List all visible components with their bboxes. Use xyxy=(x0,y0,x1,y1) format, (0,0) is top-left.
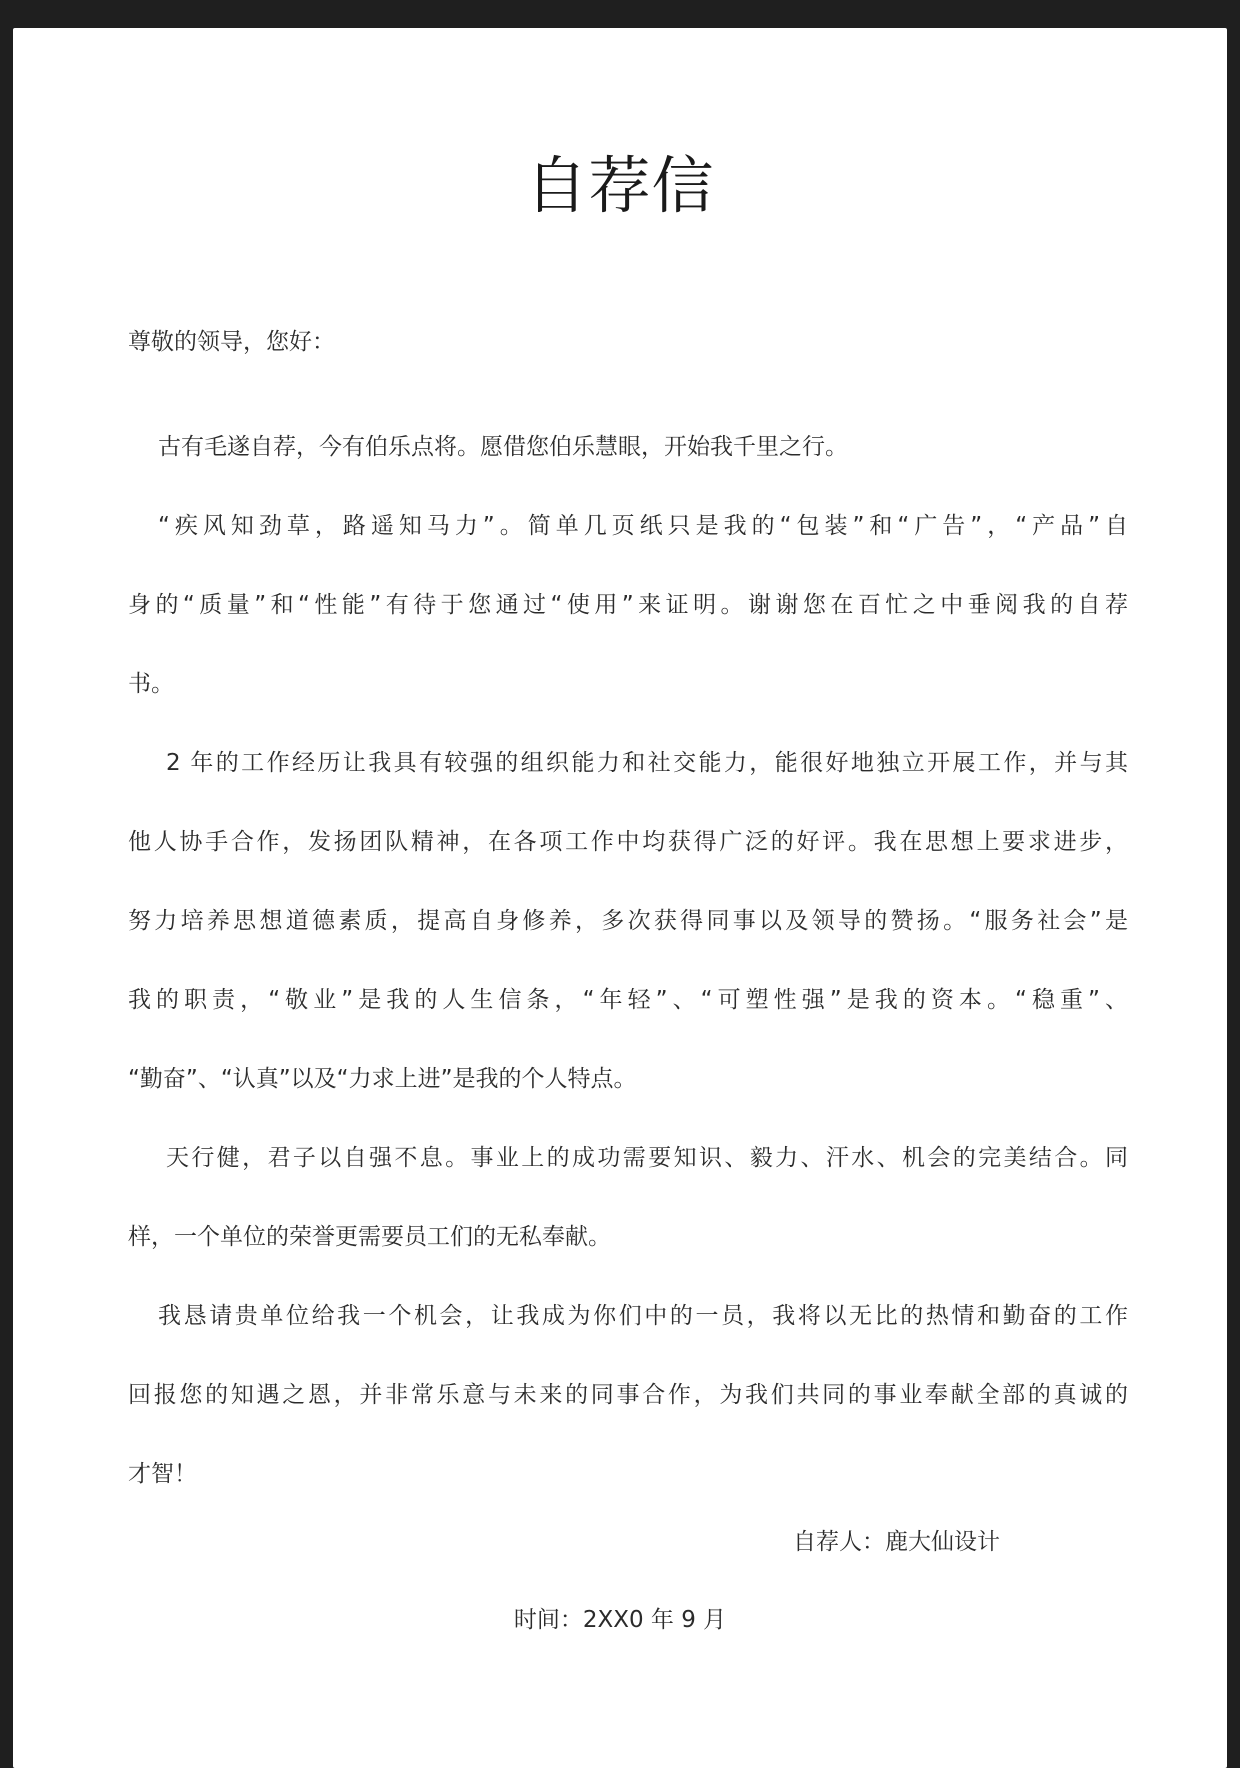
body-line: 回报您的知遇之恩，并非常乐意与未来的同事合作，为我们共同的事业奉献全部的真诚的 xyxy=(128,1382,1128,1408)
body-line: 我的职责，“敬业”是我的人生信条，“年轻”、“可塑性强”是我的资本。“稳重”、 xyxy=(128,987,1128,1013)
body-line: “疾风知劲草，路遥知马力”。简单几页纸只是我的“包装”和“广告”，“产品”自 xyxy=(158,513,1128,539)
body-line: 古有毛遂自荐，今有伯乐点将。愿借您伯乐慧眼，开始我千里之行。 xyxy=(158,434,848,460)
body-line: 我恳请贵单位给我一个机会，让我成为你们中的一员，我将以无比的热情和勤奋的工作 xyxy=(158,1303,1128,1329)
body-line: 才智！ xyxy=(128,1461,197,1487)
letter-page xyxy=(13,28,1227,1768)
body-line: 天行健，君子以自强不息。事业上的成功需要知识、毅力、汗水、机会的完美结合。同 xyxy=(166,1145,1128,1171)
body-line: 书。 xyxy=(128,671,174,697)
body-line: 2 年的工作经历让我具有较强的组织能力和社交能力，能很好地独立开展工作，并与其 xyxy=(166,750,1128,776)
date-line: 时间：2XX0 年 9 月 xyxy=(513,1607,727,1633)
letter-title: 自荐信 xyxy=(525,149,715,222)
signer-line: 自荐人：鹿大仙设计 xyxy=(793,1529,1000,1555)
body-line: “勤奋”、“认真”以及“力求上进”是我的个人特点。 xyxy=(128,1066,637,1092)
body-line: 样，一个单位的荣誉更需要员工们的无私奉献。 xyxy=(128,1224,611,1250)
body-line: 身的“质量”和“性能”有待于您通过“使用”来证明。谢谢您在百忙之中垂阅我的自荐 xyxy=(128,592,1128,618)
body-line: 努力培养思想道德素质，提高自身修养，多次获得同事以及领导的赞扬。“服务社会”是 xyxy=(128,908,1128,934)
letter-greeting: 尊敬的领导，您好： xyxy=(128,329,335,355)
letter-body xyxy=(128,408,1128,1514)
body-line: 他人协手合作，发扬团队精神，在各项工作中均获得广泛的好评。我在思想上要求进步， xyxy=(128,829,1128,855)
